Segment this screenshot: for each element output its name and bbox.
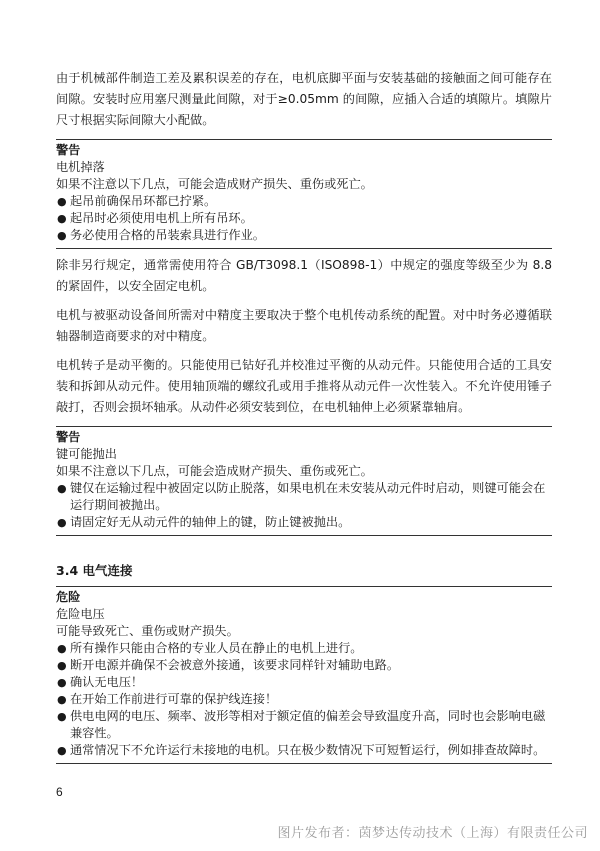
list-item: ● 务必使用合格的吊装索具进行作业。	[57, 228, 265, 242]
document-body	[56, 68, 552, 770]
bullet-icon: ●	[57, 195, 67, 208]
warning-title: 警告	[56, 430, 81, 444]
warning-list	[56, 480, 552, 531]
warning-box-key-ejection	[56, 426, 552, 536]
list-item: ● 键仅在运输过程中被固定以防止脱落，如果电机在未安装从动元件时启动，则键可能会在运行期间被抛出。	[57, 481, 546, 512]
list-item: ● 通常情况下不允许运行未接地的电机。只在极少数情况下可短暂运行，例如排查故障时。	[57, 743, 546, 757]
bullet-icon: ●	[57, 710, 67, 723]
bullet-icon: ●	[57, 212, 67, 225]
bullet-icon: ●	[57, 229, 67, 242]
paragraph-rotor-balance: 电机转子是动平衡的。只能使用已钻好孔并校准过平衡的从动元件。只能使用合适的工具安装和拆卸从动元件。使用轴顶端的螺纹孔或用手推将从动元件一次性装入。不允许使用锤子敲打，否则会损坏轴承。从动件必须安装到位，在电机轴伸上必须紧靠轴肩。	[56, 358, 552, 414]
bullet-icon: ●	[57, 516, 67, 529]
paragraph-gap-shims: 由于机械部件制造工差及累积误差的存在，电机底脚平面与安装基础的接触面之间可能存在间隙。安装时应用塞尺测量此间隙，对于≥0.05mm 的间隙，应插入合适的填隙片。填隙片尺寸根据实际间隙大小配做。	[56, 71, 552, 127]
bullet-icon: ●	[57, 676, 67, 689]
list-item: ● 在开始工作前进行可靠的保护线连接！	[57, 692, 278, 706]
bullet-icon: ●	[57, 744, 67, 757]
danger-title: 危险	[56, 590, 81, 604]
bullet-icon: ●	[57, 482, 67, 495]
bullet-icon: ●	[57, 642, 67, 655]
warning-box-motor-drop	[56, 139, 552, 249]
list-item: ● 供电电网的电压、频率、波形等相对于额定值的偏差会导致温度升高，同时也会影响电磁兼容性。	[57, 709, 546, 740]
paragraph-alignment: 电机与被驱动设备间所需对中精度主要取决于整个电机传动系统的配置。对中时务必遵循联轴器制造商要求的对中精度。	[56, 308, 552, 343]
list-item: ● 请固定好无从动元件的轴伸上的键，防止键被抛出。	[57, 515, 351, 529]
warning-title: 警告	[56, 143, 81, 157]
bullet-icon: ●	[57, 659, 67, 672]
list-item: ● 起吊前确保吊环都已拧紧。	[57, 194, 217, 208]
danger-subtitle: 危险电压	[56, 607, 105, 621]
paragraph-fasteners: 除非另行规定，通常需使用符合 GB/T3098.1（ISO898-1）中规定的强度等级至少为 8.8 的紧固件，以安全固定电机。	[56, 258, 552, 293]
list-item: ● 起吊时必须使用电机上所有吊环。	[57, 211, 253, 225]
warning-lead: 如果不注意以下几点，可能会造成财产损失、重伤或死亡。	[56, 177, 373, 191]
page-number: 6	[56, 785, 63, 799]
warning-list	[56, 193, 552, 244]
publisher-watermark: 图片发布者：茵梦达传动技术（上海）有限责任公司	[277, 826, 588, 841]
warning-subtitle: 电机掉落	[56, 160, 105, 174]
danger-list	[56, 640, 552, 759]
danger-lead: 可能导致死亡、重伤或财产损失。	[56, 624, 239, 638]
list-item: ● 断开电源并确保不会被意外接通，该要求同样针对辅助电路。	[57, 658, 400, 672]
section-heading-electrical: 3.4 电气连接	[56, 563, 133, 578]
list-item: ● 所有操作只能由合格的专业人员在静止的电机上进行。	[57, 641, 363, 655]
warning-lead: 如果不注意以下几点，可能会造成财产损失、重伤或死亡。	[56, 464, 373, 478]
bullet-icon: ●	[57, 693, 67, 706]
list-item: ● 确认无电压！	[57, 675, 144, 689]
danger-box-voltage	[56, 586, 552, 764]
warning-subtitle: 键可能抛出	[56, 447, 117, 461]
